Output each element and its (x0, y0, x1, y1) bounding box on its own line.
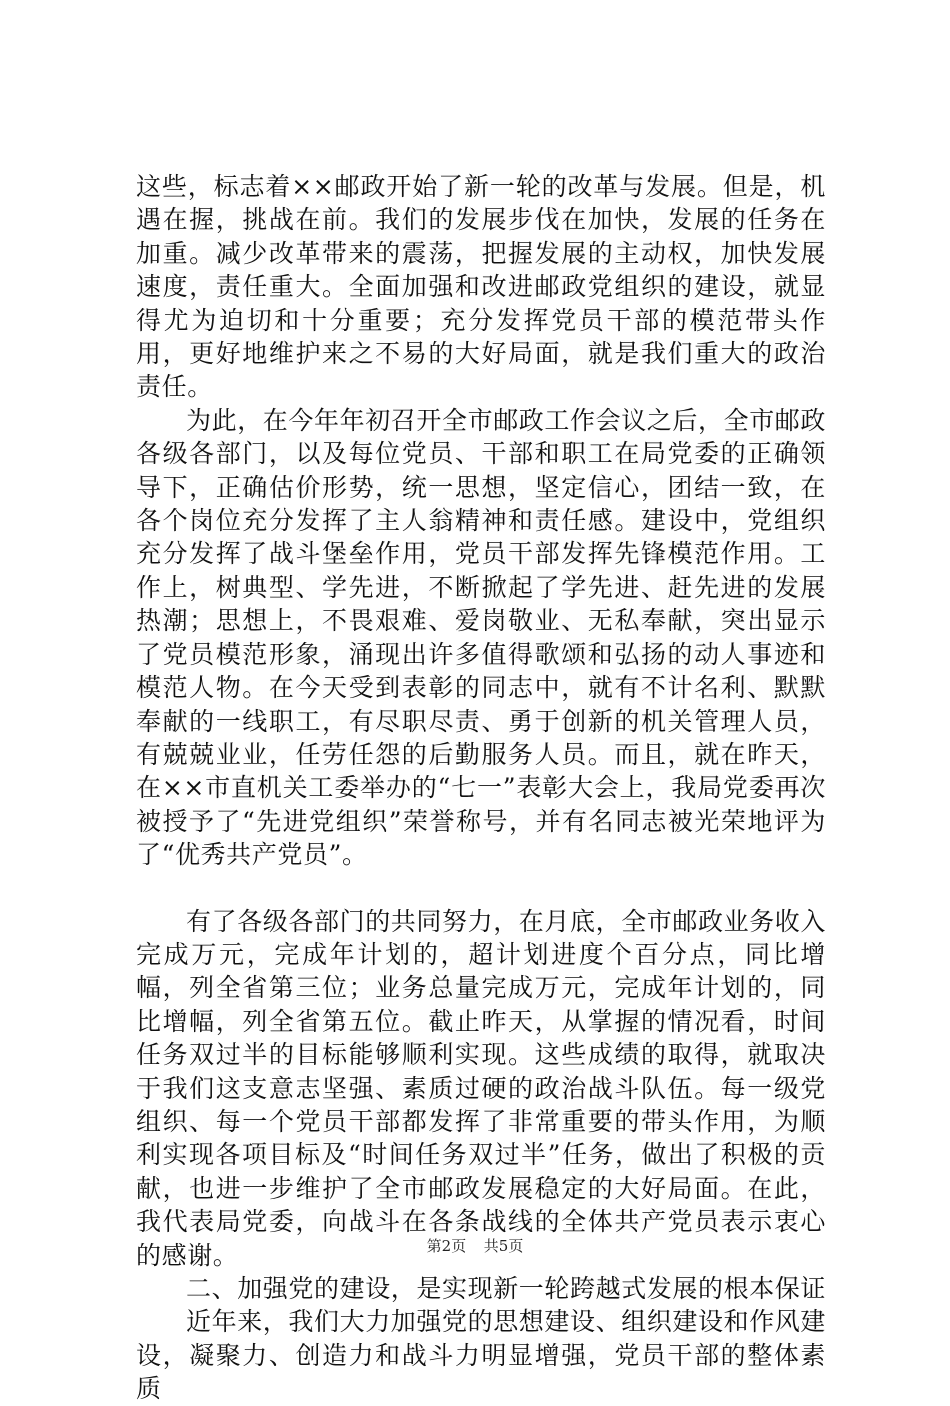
document-body (136, 170, 826, 1406)
paragraph-achievements: 为此，在今年年初召开全市邮政工作会议之后，全市邮政各级各部门，以及每位党员、干部和职工在局党委的正确领导下，正确估价形势，统一思想，坚定信心，团结一致，在各个岗位充分发挥了主人翁精神和责任感。建设中，党组织充分发挥了战斗堡垒作用，党员干部发挥先锋模范作用。工作上，树典型、学先进，不断掀起了学先进、赶先进的发展热潮；思想上，不畏艰难、爱岗敬业、无私奉献，突出显示了党员模范形象，涌现出许多值得歌颂和弘扬的动人事迹和模范人物。在今天受到表彰的同志中，就有不计名利、默默奉献的一线职工，有尽职尽责、勇于创新的机关管理人员，有兢兢业业，任劳任怨的后勤服务人员。而且，就在昨天，在××市直机关工委举办的“七一”表彰大会上，我局党委再次被授予了“先进党组织”荣誉称号，并有名同志被光荣地评为了“优秀共产党员”。 (136, 405, 827, 870)
paragraph-business-results: 有了各级各部门的共同努力，在月底，全市邮政业务收入完成万元，完成年计划的，超计划进度个百分点，同比增幅，列全省第三位；业务总量完成万元，完成年计划的，同比增幅，列全省第五位。截止昨天，从掌握的情况看，时间任务双过半的目标能够顺利实现。这些成绩的取得，就取决于我们这支意志坚强、素质过硬的政治战斗队伍。每一级党组织、每一个党员干部都发挥了非常重要的带头作用，为顺利实现各项目标及“时间任务双过半”任务，做出了积极的贡献，也进一步维护了全市邮政发展稳定的大好局面。在此，我代表局党委，向战斗在各条战线的全体共产党员表示衷心的感谢。 (136, 906, 827, 1270)
paragraph-continuation: 这些，标志着××邮政开始了新一轮的改革与发展。但是，机遇在握，挑战在前。我们的发展步伐在加快，发展的任务在加重。减少改革带来的震荡，把握发展的主动权，加快发展速度，责任重大。全面加强和改进邮政党组织的建设，就显得尤为迫切和十分重要；充分发挥党员干部的模范带头作用，更好地维护来之不易的大好局面，就是我们重大的政治责任。 (136, 172, 826, 402)
page-number: 第2页 (426, 1237, 467, 1255)
page-footer (0, 1236, 950, 1256)
page-total: 共5页 (483, 1237, 524, 1255)
paragraph-party-building: 近年来，我们大力加强党的思想建设、组织建设和作风建设，凝聚力、创造力和战斗力明显增强，党员干部的整体素质 (136, 1307, 827, 1404)
section-heading: 二、加强党的建设，是实现新一轮跨越式发展的根本保证 (186, 1274, 827, 1303)
